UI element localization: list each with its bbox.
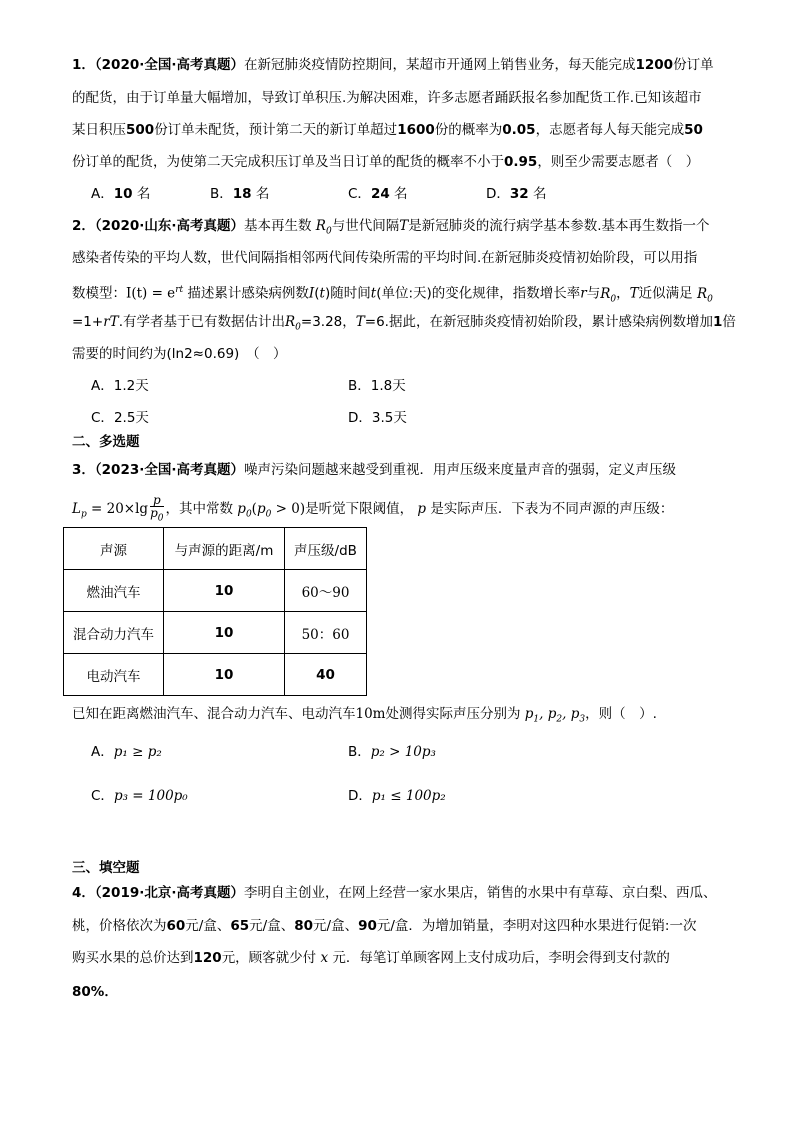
q2-line-1: 2．（2020·山东·高考真题）基本再生数 $R_0$与世代间隔T是新冠肺炎的流行病学基本参数.基本再生数指一个: [72, 218, 710, 237]
sound-level-table: [63, 527, 367, 696]
table-cell: 60～90: [285, 570, 367, 612]
q1-line-3: 某日积压500份订单未配货，预计第二天的新订单超过1600份的概率为0.05，志愿者每人每天能完成50: [72, 122, 703, 138]
q2-source: （2020·山东·高考真题）: [94, 218, 244, 234]
section-heading-fill-in: 三、填空题: [72, 860, 140, 876]
q1-option-c[interactable]: C．24 名: [348, 186, 408, 202]
q4-line-3: 购买水果的总价达到120元，顾客就少付 x 元．每笔订单顾客网上支付成功后，李明会得到支付款的: [72, 950, 670, 966]
q4-line-1: 4．（2019·北京·高考真题）李明自主创业，在网上经营一家水果店，销售的水果中有草莓、京白梨、西瓜、: [72, 885, 717, 901]
table-row: [64, 654, 367, 696]
table-cell: 10: [164, 612, 285, 654]
table-header-row: [64, 528, 367, 570]
table-cell: 10: [164, 654, 285, 696]
table-cell: 10: [164, 570, 285, 612]
q2-line-5: 需要的时间约为(ln2≈0.69) （ ）: [72, 346, 287, 362]
q3-option-d[interactable]: D．p₁ ≤ 100p₂: [348, 788, 446, 804]
exponential-model-formula: I(t) = e: [126, 285, 176, 302]
table-cell: 燃油汽车: [64, 570, 164, 612]
q3-line-2: $L_p = 20\times\lg$ $\frac{p}{p_0}$ ，其中常数 $p_0(p_0 > 0)$是听觉下限阈值， p 是实际声压．下表为不同声源的声压级：: [72, 493, 674, 524]
table-row: [64, 570, 367, 612]
q2-line-4: =1+rT.有学者基于已有数据估计出$R_0=3.28$，T=6.据此，在新冠肺炎疫情初始阶段，累计感染病例数增加1倍: [72, 314, 736, 333]
q3-option-c[interactable]: C．p₃ = 100p₀: [91, 788, 188, 804]
table-cell: 40: [285, 654, 367, 696]
section-heading-multiple-choice: 二、多选题: [72, 434, 140, 450]
q4-line-2: 桃，价格依次为60元/盒、65元/盒、80元/盒、90元/盒．为增加销量，李明对这四种水果进行促销:一次: [72, 918, 697, 934]
q4-line-4: 80%．: [72, 984, 118, 1000]
q1-option-a[interactable]: A．10 名: [91, 186, 151, 202]
q1-line-1: 1．（2020·全国·高考真题）在新冠肺炎疫情防控期间，某超市开通网上销售业务，每天能完成1200份订单: [72, 57, 714, 73]
sound-pressure-formula: $L_p$: [72, 501, 87, 520]
q2-option-a[interactable]: A．1.2天: [91, 378, 149, 394]
table-cell: 电动汽车: [64, 654, 164, 696]
q1-option-b[interactable]: B．18 名: [210, 186, 270, 202]
q1-source: （2020·全国·高考真题）: [94, 57, 244, 73]
table-row: [64, 612, 367, 654]
q1-line-2: 的配货，由于订单量大幅增加，导致订单积压.为解决困难，许多志愿者踊跃报名参加配货工作.已知该超市: [72, 90, 702, 106]
table-cell: 混合动力汽车: [64, 612, 164, 654]
table-header: 声压级/dB: [285, 528, 367, 570]
q2-line-3: 数模型：$I(t) = e^{rt}$ 描述累计感染病例数I(t)随时间t(单位:天)的变化规律，指数增长率r与$R_0$，T近似满足 $R_0$: [72, 285, 713, 305]
q3-option-b[interactable]: B．p₂ > 10p₃: [348, 744, 436, 760]
q3-option-a[interactable]: A．p₁ ≥ p₂: [91, 744, 162, 760]
table-header: 声源: [64, 528, 164, 570]
q2-option-c[interactable]: C．2.5天: [91, 410, 149, 426]
q1-line-4: 份订单的配货，为使第二天完成积压订单及当日订单的配货的概率不小于0.95，则至少需要志愿者（ ）: [72, 154, 700, 170]
q3-line-1: 3．（2023·全国·高考真题）噪声污染问题越来越受到重视．用声压级来度量声音的强弱，定义声压级: [72, 462, 676, 478]
q2-option-d[interactable]: D．3.5天: [348, 410, 407, 426]
q4-source: （2019·北京·高考真题）: [94, 885, 244, 901]
table-header: 与声源的距离/m: [164, 528, 285, 570]
q1-option-d[interactable]: D．32 名: [486, 186, 547, 202]
q2-option-b[interactable]: B．1.8天: [348, 378, 406, 394]
pressure-ratio-fraction: $\frac{p}{p_0}$: [150, 493, 164, 524]
q3-line-3: 已知在距离燃油汽车、混合动力汽车、电动汽车10m处测得实际声压分别为 $p_1$, $p_2$, $p_3$，则（ ）.: [72, 706, 657, 725]
q3-source: （2023·全国·高考真题）: [94, 462, 244, 478]
table-cell: 50：60: [285, 612, 367, 654]
q2-line-2: 感染者传染的平均人数，世代间隔指相邻两代间传染所需的平均时间.在新冠肺炎疫情初始阶段，可以用指: [72, 250, 698, 266]
